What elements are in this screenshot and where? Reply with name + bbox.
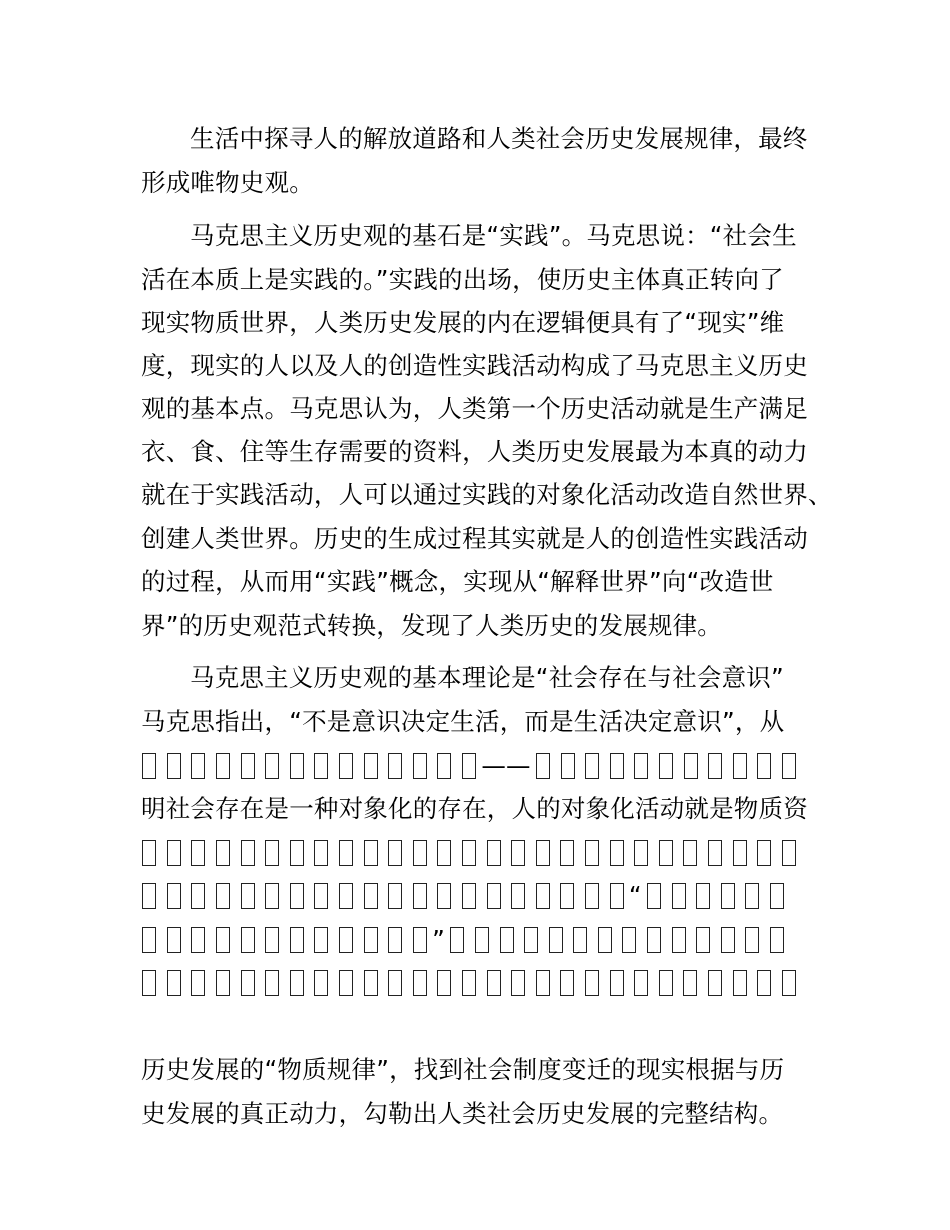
missing-glyph-box	[290, 970, 304, 996]
missing-glyph-box	[142, 840, 156, 866]
missing-glyph-box	[745, 883, 759, 909]
missing-glyph-box	[585, 883, 599, 909]
punctuation: ”	[432, 925, 446, 954]
missing-glyph-box	[610, 883, 624, 909]
missing-glyph-line	[137, 831, 801, 875]
missing-glyph-line	[137, 744, 801, 788]
missing-glyph-box	[782, 970, 796, 996]
missing-glyph-box	[290, 883, 304, 909]
missing-glyph-box	[142, 970, 156, 996]
missing-glyph-box	[413, 883, 427, 909]
missing-glyph-line	[137, 874, 789, 918]
punctuation: ——	[481, 751, 531, 780]
missing-glyph-box	[462, 970, 476, 996]
missing-glyph-box	[659, 753, 673, 779]
missing-glyph-box	[314, 927, 328, 953]
missing-glyph-line	[137, 918, 789, 962]
missing-glyph-box	[413, 840, 427, 866]
missing-glyph-box	[536, 753, 550, 779]
missing-glyph-box	[745, 927, 759, 953]
missing-glyph-box	[191, 883, 205, 909]
missing-glyph-box	[364, 927, 378, 953]
missing-glyph-box	[339, 970, 353, 996]
missing-glyph-box	[770, 883, 784, 909]
missing-glyph-box	[696, 883, 710, 909]
missing-glyph-box	[413, 970, 427, 996]
missing-glyph-box	[721, 927, 735, 953]
missing-glyph-box	[191, 927, 205, 953]
missing-glyph-box	[462, 883, 476, 909]
missing-glyph-box	[339, 753, 353, 779]
missing-glyph-box	[265, 753, 279, 779]
missing-glyph-box	[167, 927, 181, 953]
missing-glyph-box	[683, 840, 697, 866]
missing-glyph-box	[536, 970, 550, 996]
missing-glyph-box	[672, 927, 686, 953]
missing-glyph-box	[622, 927, 636, 953]
missing-glyph-box	[733, 970, 747, 996]
missing-glyph-box	[659, 970, 673, 996]
missing-glyph-box	[241, 840, 255, 866]
text-line: 界”的历史观范式转换，发现了人类历史的发展规律。	[141, 611, 722, 640]
text-line: 就在于实践活动，人可以通过实践的对象化活动改造自然世界、	[141, 480, 833, 509]
missing-glyph-box	[191, 753, 205, 779]
text-line: 衣、食、住等生存需要的资料，人类历史发展最为本真的动力	[141, 437, 808, 466]
missing-glyph-box	[290, 840, 304, 866]
missing-glyph-box	[462, 840, 476, 866]
missing-glyph-box	[647, 883, 661, 909]
missing-glyph-box	[475, 927, 489, 953]
missing-glyph-box	[672, 883, 686, 909]
missing-glyph-box	[757, 753, 771, 779]
missing-glyph-box	[413, 753, 427, 779]
missing-glyph-box	[782, 840, 796, 866]
missing-glyph-box	[216, 840, 230, 866]
missing-glyph-box	[388, 840, 402, 866]
missing-glyph-box	[167, 753, 181, 779]
text-line: 马克思主义历史观的基本理论是“社会存在与社会意识”	[190, 663, 784, 692]
text-line: 度，现实的人以及人的创造性实践活动构成了马克思主义历史	[141, 351, 808, 380]
missing-glyph-box	[191, 840, 205, 866]
missing-glyph-box	[560, 840, 574, 866]
missing-glyph-box	[634, 970, 648, 996]
missing-glyph-box	[585, 753, 599, 779]
missing-glyph-box	[511, 883, 525, 909]
missing-glyph-box	[364, 840, 378, 866]
missing-glyph-box	[573, 927, 587, 953]
missing-glyph-box	[560, 883, 574, 909]
missing-glyph-box	[708, 753, 722, 779]
text-line: 生活中探寻人的解放道路和人类社会历史发展规律，最终	[190, 124, 808, 153]
missing-glyph-box	[241, 883, 255, 909]
missing-glyph-box	[561, 753, 575, 779]
missing-glyph-box	[339, 840, 353, 866]
missing-glyph-box	[216, 753, 230, 779]
missing-glyph-box	[364, 753, 378, 779]
missing-glyph-box	[610, 840, 624, 866]
missing-glyph-box	[142, 753, 156, 779]
missing-glyph-box	[733, 753, 747, 779]
missing-glyph-box	[598, 927, 612, 953]
text-line: 马克思指出，“不是意识决定生活，而是生活决定意识”，从	[141, 707, 785, 736]
missing-glyph-box	[314, 883, 328, 909]
missing-glyph-box	[708, 970, 722, 996]
missing-glyph-box	[191, 970, 205, 996]
text-line: 马克思主义历史观的基石是“实践”。马克思说：“社会生	[190, 221, 797, 250]
missing-glyph-box	[770, 927, 784, 953]
missing-glyph-box	[721, 883, 735, 909]
missing-glyph-box	[610, 753, 624, 779]
missing-glyph-box	[388, 970, 402, 996]
text-line: 明社会存在是一种对象化的存在，人的对象化活动就是物质资	[141, 794, 808, 823]
text-line: 现实物质世界，人类历史发展的内在逻辑便具有了“现实”维	[141, 308, 785, 337]
missing-glyph-box	[585, 840, 599, 866]
missing-glyph-box	[511, 840, 525, 866]
missing-glyph-box	[364, 883, 378, 909]
missing-glyph-box	[634, 753, 648, 779]
missing-glyph-box	[216, 927, 230, 953]
missing-glyph-box	[708, 840, 722, 866]
missing-glyph-box	[500, 927, 514, 953]
missing-glyph-box	[437, 753, 451, 779]
missing-glyph-box	[487, 970, 501, 996]
text-line: 观的基本点。马克思认为，人类第一个历史活动就是生产满足	[141, 394, 808, 423]
missing-glyph-box	[585, 970, 599, 996]
missing-glyph-box	[437, 840, 451, 866]
missing-glyph-box	[388, 753, 402, 779]
missing-glyph-box	[536, 883, 550, 909]
missing-glyph-box	[683, 970, 697, 996]
missing-glyph-box	[167, 970, 181, 996]
missing-glyph-box	[241, 970, 255, 996]
missing-glyph-box	[314, 753, 328, 779]
missing-glyph-box	[413, 927, 427, 953]
missing-glyph-box	[339, 883, 353, 909]
missing-glyph-box	[610, 970, 624, 996]
missing-glyph-box	[757, 840, 771, 866]
missing-glyph-box	[511, 970, 525, 996]
text-line: 历史发展的“物质规律”，找到社会制度变迁的现实根据与历	[141, 1055, 785, 1084]
missing-glyph-box	[241, 927, 255, 953]
missing-glyph-box	[549, 927, 563, 953]
missing-glyph-box	[265, 840, 279, 866]
missing-glyph-box	[216, 883, 230, 909]
missing-glyph-box	[216, 970, 230, 996]
missing-glyph-box	[462, 753, 476, 779]
missing-glyph-box	[290, 753, 304, 779]
text-line: 形成唯物史观。	[141, 168, 314, 197]
missing-glyph-box	[167, 840, 181, 866]
missing-glyph-box	[696, 927, 710, 953]
missing-glyph-box	[487, 883, 501, 909]
missing-glyph-box	[265, 927, 279, 953]
missing-glyph-box	[265, 883, 279, 909]
text-line: 史发展的真正动力，勾勒出人类社会历史发展的完整结构。	[141, 1099, 784, 1128]
missing-glyph-box	[388, 927, 402, 953]
text-line: 的过程，从而用“实践”概念，实现从“解释世界”向“改造世	[141, 567, 774, 596]
missing-glyph-box	[524, 927, 538, 953]
missing-glyph-box	[241, 753, 255, 779]
missing-glyph-box	[684, 753, 698, 779]
missing-glyph-box	[339, 927, 353, 953]
missing-glyph-box	[314, 840, 328, 866]
missing-glyph-box	[437, 883, 451, 909]
missing-glyph-line	[137, 961, 801, 1005]
missing-glyph-box	[487, 840, 501, 866]
text-line: 活在本质上是实践的。”实践的出场，使历史主体真正转向了	[141, 265, 784, 294]
missing-glyph-box	[364, 970, 378, 996]
punctuation: “	[628, 881, 642, 910]
missing-glyph-box	[437, 970, 451, 996]
missing-glyph-box	[782, 753, 796, 779]
missing-glyph-box	[450, 927, 464, 953]
missing-glyph-box	[634, 840, 648, 866]
missing-glyph-box	[536, 840, 550, 866]
missing-glyph-box	[659, 840, 673, 866]
missing-glyph-box	[733, 840, 747, 866]
missing-glyph-box	[265, 970, 279, 996]
text-line: 创建人类世界。历史的生成过程其实就是人的创造性实践活动	[141, 524, 808, 553]
missing-glyph-box	[560, 970, 574, 996]
missing-glyph-box	[167, 883, 181, 909]
missing-glyph-box	[647, 927, 661, 953]
missing-glyph-box	[314, 970, 328, 996]
missing-glyph-box	[757, 970, 771, 996]
missing-glyph-box	[290, 927, 304, 953]
missing-glyph-box	[142, 927, 156, 953]
missing-glyph-box	[142, 883, 156, 909]
missing-glyph-box	[388, 883, 402, 909]
